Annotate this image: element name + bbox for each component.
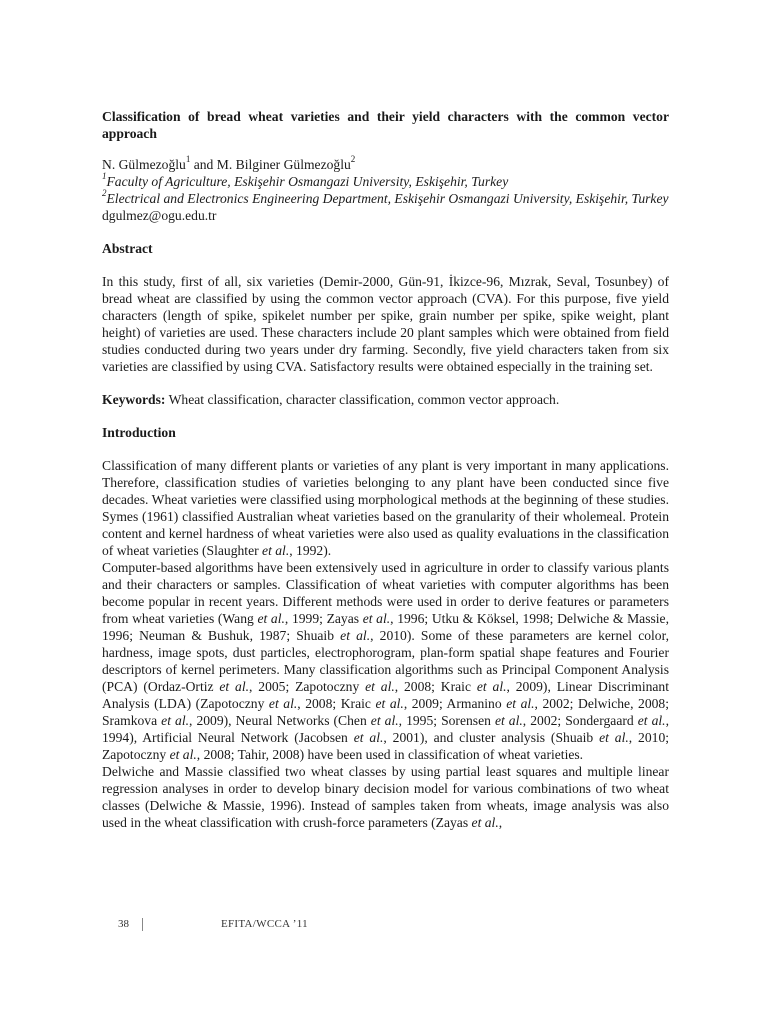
author-line [102,156,669,173]
affiliation-1-text: Faculty of Agriculture, Eskişehir Osmangazi University, Eskişehir, Turkey [106,174,509,189]
author-2: and M. Bilginer Gülmezoğlu [190,157,351,172]
affiliation-1 [102,173,669,190]
abstract-text: In this study, first of all, six varieties (Demir-2000, Gün-91, İkizce-96, Mızrak, Seval, Tosunbey) of bread wheat are classified by using the common vector approach (CVA). For this purpose, five yield characters (length of spike, spikelet number per spike, grain number per spike, spike weight, plant height) of varieties are used. These characters include 20 plant samples which were obtained from field studies conducted during two years under dry farming. Secondly, five yield characters taken from six varieties are classified by using CVA. Satisfactory results were obtained especially in the training set. [102,274,669,374]
introduction-heading: Introduction [102,425,176,440]
keywords-text: Wheat classification, character classification, common vector approach. [165,392,560,407]
paper-page [102,108,669,831]
footer-divider [142,918,143,931]
affiliation-2-mark: 2 [102,188,107,199]
author-1: N. Gülmezoğlu [102,157,186,172]
affiliation-1-mark: 1 [102,171,107,182]
intro-p1-etal: et al. [262,543,290,558]
introduction-paragraph-1 [102,457,669,559]
intro-p1-text: Classification of many different plants or varieties of any plant is very important in many applications. Therefore, classification studies of varieties belonging to any plant have been conducted since five decades. Wheat varieties were classified using morphological methods at the beginning of these studies. Symes (1961) classified Australian wheat varieties based on the granularity of their wholemeal. Protein content and kernel hardness of wheat varieties were also used as quality evaluations in the classification of wheat varieties (Slaughter [102,458,669,558]
affiliation-2-text: Electrical and Electronics Engineering Department, Eskişehir Osmangazi University, Eskişehir, Turkey [106,191,669,206]
intro-p1-end: , 1992). [289,543,332,558]
affiliation-2 [102,190,669,207]
keywords-label: Keywords: [102,392,166,407]
keywords [102,391,669,408]
introduction-paragraph-2: Computer-based algorithms have been extensively used in agriculture in order to classify various plants and their characters or samples. Classification of wheat varieties with computer algorithms has been become popular in recent years. Different methods were used in order to derive features or parameters from wheat varieties (Wang et al., 1999; Zayas et al., 1996; Utku & Köksel, 1998; Delwiche & Massie, 1996; Neuman & Bushuk, 1987; Shuaib et al., 2010). Some of these parameters are kernel color, hardness, image spots, dust particles, electrophorogram, plan-form spatial shape features and Fourier descriptors of kernel perimeters. Many classification algorithms such as Principal Component Analysis (PCA) (Ordaz-Ortiz et al., 2005; Zapotoczny et al., 2008; Kraic et al., 2009), Linear Discriminant Analysis (LDA) (Zapotoczny et al., 2008; Kraic et al., 2009; Armanino et al., 2002; Delwiche, 2008; Sramkova et al., 2009), Neural Networks (Chen et al., 1995; Sorensen et al., 2002; Sondergaard et al., 1994), Artificial Neural Network (Jacobsen et al., 2001), and cluster analysis (Shuaib et al., 2010; Zapotoczny et al., 2008; Tahir, 2008) have been used in classification of wheat varieties. [102,560,670,762]
page-footer [118,918,308,931]
author-2-affil-mark: 2 [350,154,356,165]
author-block [102,156,669,224]
paper-title: Classification of bread wheat varieties and their yield characters with the common vector approach [102,109,669,141]
author-email: dgulmez@ogu.edu.tr [102,208,217,223]
author-1-affil-mark: 1 [185,154,191,165]
introduction-paragraph-3: Delwiche and Massie classified two wheat classes by using partial least squares and multiple linear regression analyses in order to develop binary decision model for various combinations of two wheat classes (Delwiche & Massie, 1996). Instead of samples taken from wheats, image analysis was also used in the wheat classification with crush-force parameters (Zayas et al., [102,764,669,830]
page-number: 38 [118,918,129,931]
journal-name: EFITA/WCCA ’11 [221,918,308,931]
abstract-heading: Abstract [102,241,153,256]
